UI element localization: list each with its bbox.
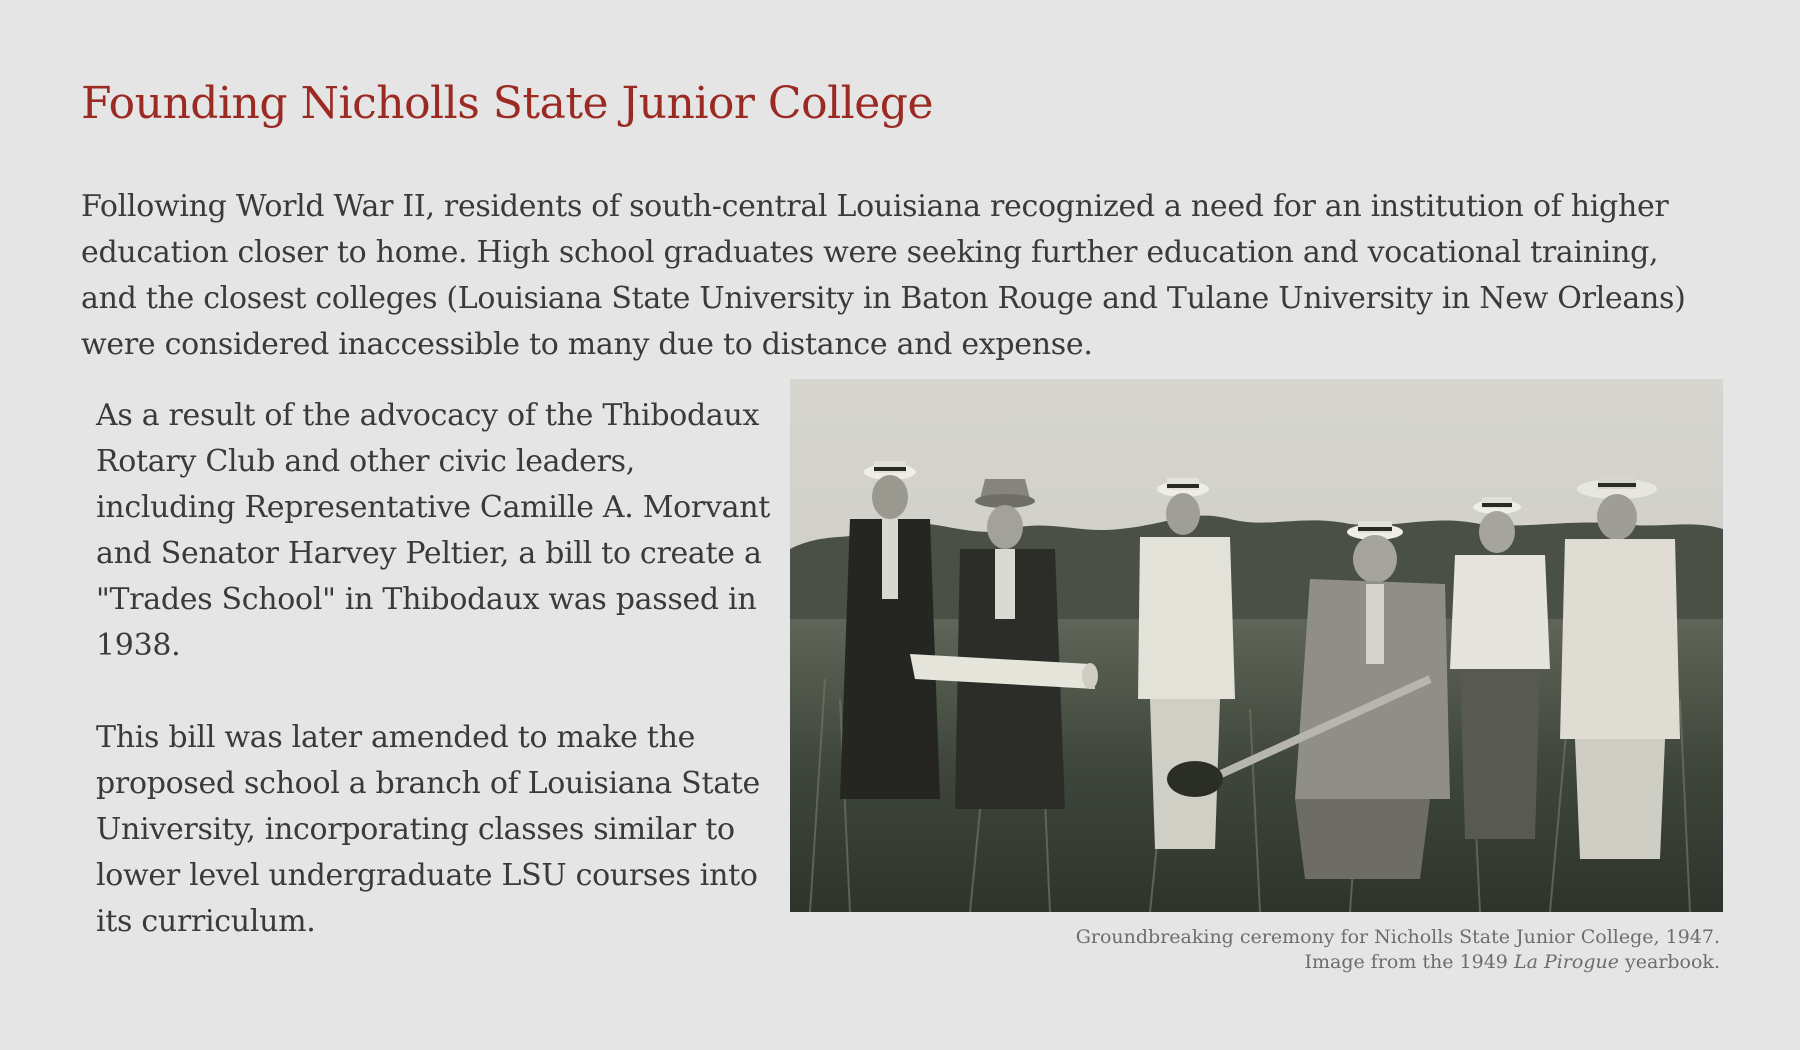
caption-suffix: yearbook. <box>1618 951 1720 973</box>
paragraph-advocacy: As a result of the advocacy of the Thibodaux Rotary Club and other civic leaders, including Representative Camille A. Morvant and Senator Harvey Peltier, a bill to create a "Trades School" in Thibodaux was passed in 1938. <box>96 398 770 663</box>
paragraph-amendment: This bill was later amended to make the proposed school a branch of Louisiana State University, incorporating classes similar to lower level undergraduate LSU courses into its curriculum. <box>96 720 760 939</box>
intro-paragraph: Following World War II, residents of south-central Louisiana recognized a need for an institution of higher education closer to home. High school graduates were seeking further education and vocational training, and the closest colleges (Louisiana State University in Baton Rouge and Tulane University in New Orleans) were considered inaccessible to many due to distance and expense. <box>81 189 1686 362</box>
caption-prefix: Image from the 1949 <box>1304 951 1514 973</box>
caption-yearbook-title: La Pirogue <box>1513 951 1619 973</box>
caption-line-2 <box>820 950 1720 975</box>
page-title: Founding Nicholls State Junior College <box>81 78 933 129</box>
left-column <box>96 393 776 991</box>
groundbreaking-photo <box>790 379 1723 912</box>
photo-caption <box>820 925 1720 975</box>
caption-line-1: Groundbreaking ceremony for Nicholls State Junior College, 1947. <box>1075 926 1720 948</box>
